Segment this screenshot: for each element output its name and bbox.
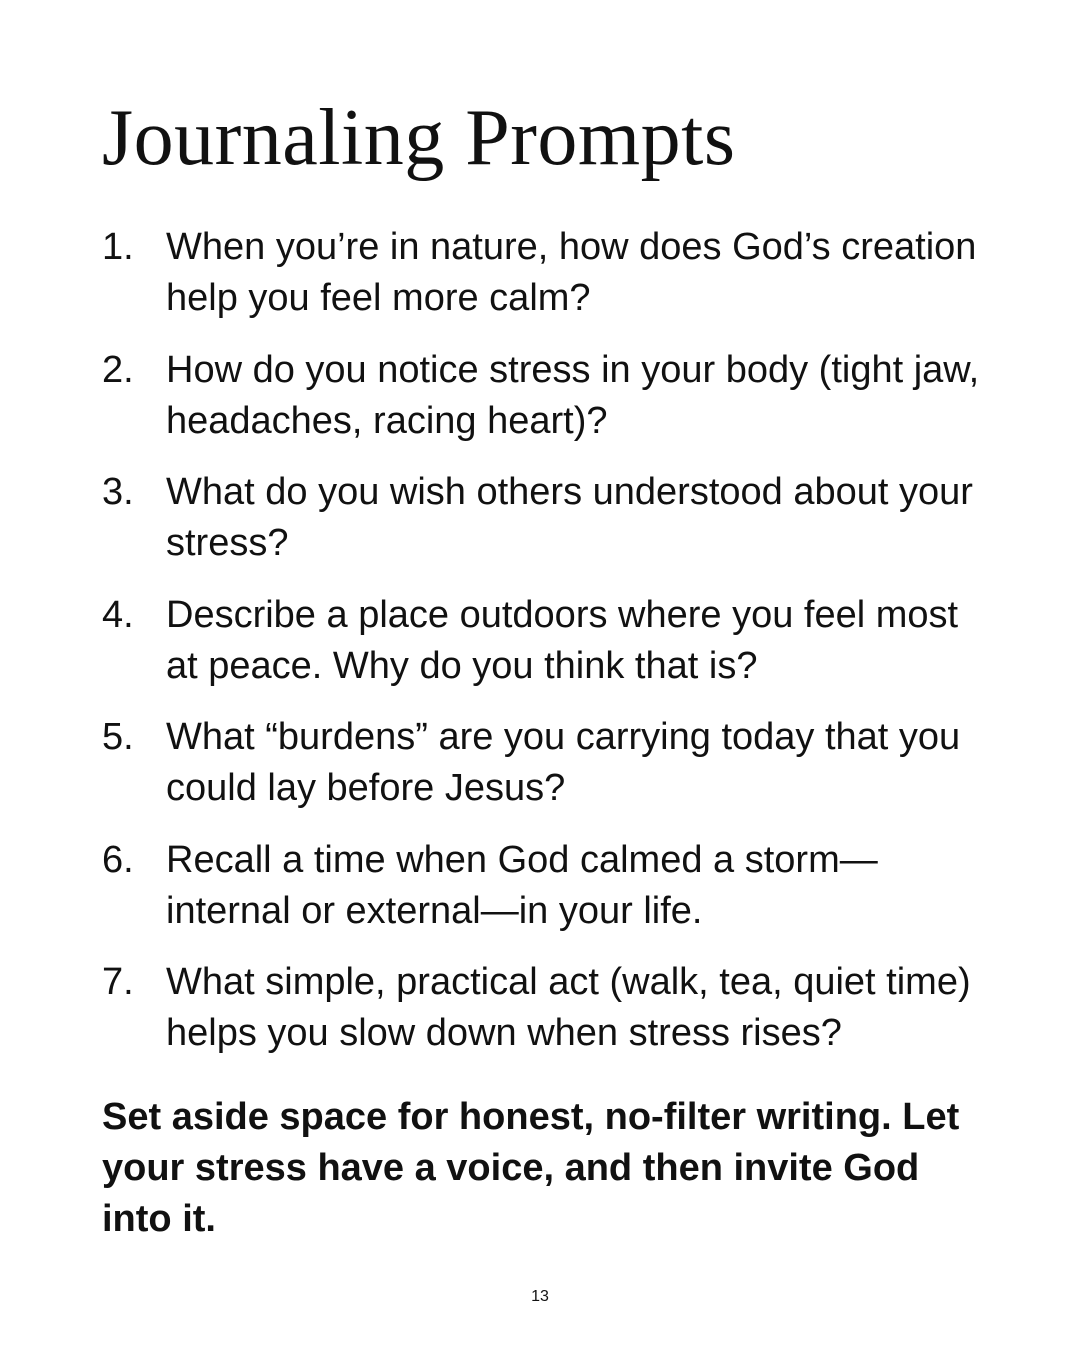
prompt-number: 7. xyxy=(102,961,134,1003)
prompt-text: What “burdens” are you carrying today that you could lay before Jesus? xyxy=(166,716,961,809)
prompt-text: When you’re in nature, how does God’s creation help you feel more calm? xyxy=(166,226,977,319)
page-number: 13 xyxy=(531,1288,549,1305)
prompt-text: What do you wish others understood about your stress? xyxy=(166,471,973,564)
prompt-text: Describe a place outdoors where you feel most at peace. Why do you think that is? xyxy=(166,593,959,687)
prompt-item xyxy=(102,345,982,447)
prompt-number: 5. xyxy=(102,716,134,758)
prompt-item xyxy=(102,467,982,569)
prompt-text: What simple, practical act (walk, tea, quiet time) helps you slow down when stress rises? xyxy=(166,961,971,1054)
prompt-text: Recall a time when God calmed a storm—internal or external—in your life. xyxy=(166,838,878,932)
prompt-number: 3. xyxy=(102,471,134,513)
page-title: Journaling Prompts xyxy=(102,94,736,182)
prompt-number: 4. xyxy=(102,593,134,636)
prompt-number: 1. xyxy=(102,226,134,268)
prompt-number: 2. xyxy=(102,348,134,391)
prompt-item xyxy=(102,835,982,937)
prompt-item xyxy=(102,222,982,324)
prompt-number: 6. xyxy=(102,838,134,881)
prompt-item xyxy=(102,957,982,1059)
prompt-list xyxy=(102,222,982,1080)
closing-statement: Set aside space for honest, no-filter writing. Let your stress have a voice, and then invite God into it. xyxy=(102,1096,960,1240)
prompt-text: How do you notice stress in your body (tight jaw, headaches, racing heart)? xyxy=(166,348,980,442)
prompt-item xyxy=(102,590,982,692)
prompt-item xyxy=(102,712,982,814)
